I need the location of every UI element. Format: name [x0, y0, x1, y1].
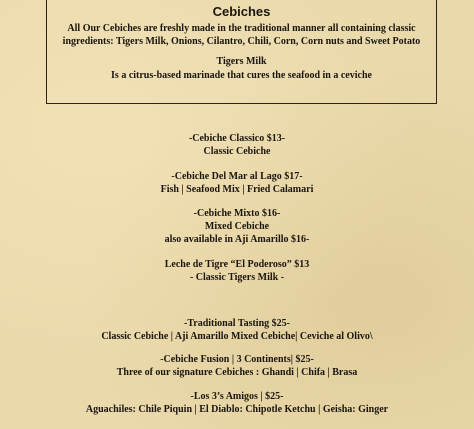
menu-item-cebiche-fusion — [0, 353, 474, 379]
cebiches-intro-box — [46, 0, 437, 104]
menu-item-description: - Classic Tigers Milk - — [189, 272, 285, 283]
menu-item-leche-de-tigre — [0, 258, 474, 284]
menu-item-description: Classic Cebiche — [203, 146, 271, 157]
menu-item-name: -Cebiche Classico $13- — [188, 133, 286, 144]
menu-item-name: -Cebiche Fusion | 3 Continents| $25- — [160, 354, 314, 365]
section-description: All Our Cebiches are freshly made in the traditional manner all containing classic ingredients: Tigers Milk, Onions, Cilantro, Chili, Corn, Corn nuts and Sweet Potato — [62, 23, 421, 47]
menu-item-description: Three of our signature Cebiches : Ghandi | Chifa | Brasa — [116, 367, 358, 378]
menu-item-name: -Cebiche Mixto $16- — [193, 208, 281, 219]
menu-item-note: also available in Aji Amarillo $16- — [164, 234, 310, 245]
menu-item-traditional-tasting — [0, 317, 474, 343]
menu-item-description: Fish | Seafood Mix | Fried Calamari — [160, 184, 314, 195]
menu-item-cebiche-mixto — [0, 207, 474, 246]
menu-item-name: -Cebiche Del Mar al Lago $17- — [171, 171, 303, 182]
menu-item-description: Mixed Cebiche — [204, 221, 270, 232]
section-title: Cebiches — [212, 4, 271, 19]
menu-item-cebiche-classico — [0, 132, 474, 158]
menu-item-los-3s-amigos — [0, 390, 474, 416]
menu-item-name: -Traditional Tasting $25- — [184, 318, 290, 329]
menu-item-name: -Los 3’s Amigos | $25- — [190, 391, 284, 402]
tigers-milk-title: Tigers Milk — [216, 56, 267, 67]
menu-item-description: Aguachiles: Chile Piquin | El Diablo: Chipotle Ketchu | Geisha: Ginger — [85, 404, 389, 415]
tigers-milk-description: Is a citrus-based marinade that cures the seafood in a ceviche — [111, 70, 372, 81]
menu-item-description: Classic Cebiche | Aji Amarillo Mixed Cebiche| Ceviche al Olivo\ — [101, 331, 373, 342]
menu-item-cebiche-del-mar — [0, 170, 474, 196]
menu-item-name: Leche de Tigre “El Poderoso” $13 — [164, 259, 310, 270]
